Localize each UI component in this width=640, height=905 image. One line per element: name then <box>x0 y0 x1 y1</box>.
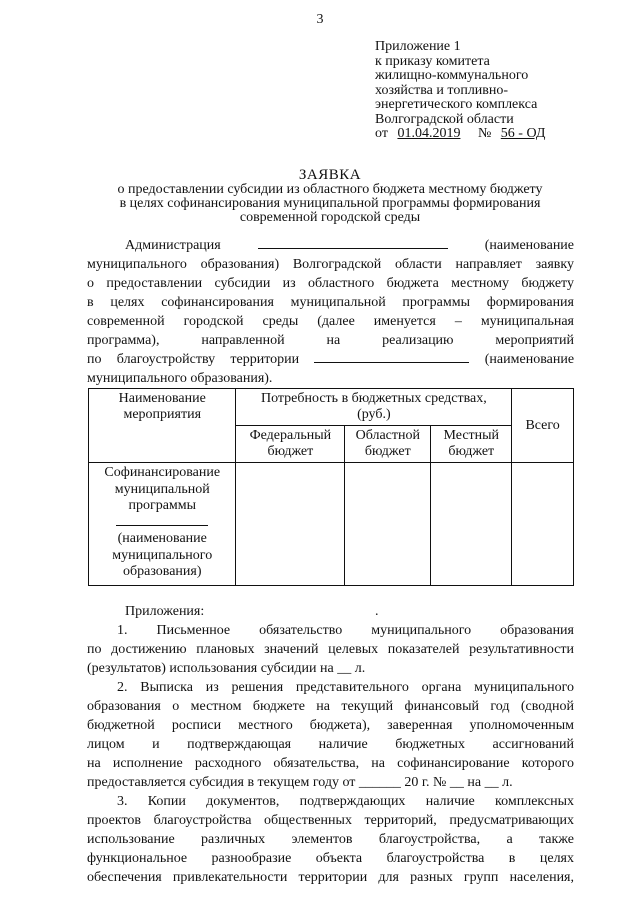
regional-budget-cell <box>345 463 431 586</box>
cell-text: образования) <box>122 564 202 579</box>
paragraph-line: о предоставлении субсидии из областного бюджета местному бюджету <box>87 276 574 291</box>
header-federal-budget <box>236 426 345 463</box>
title-line: современной городской среды <box>239 210 421 225</box>
attachments-label-line <box>87 602 574 621</box>
administration-label: Администрация <box>125 238 221 253</box>
program-name-blank <box>92 515 232 532</box>
attachment-item-2-line: предоставляется субсидия в текущем году от ______ 20 г. № __ на __ л. <box>87 775 513 790</box>
header-text: мероприятия <box>123 407 202 422</box>
header-text: бюджет <box>448 444 495 459</box>
page-number: 3 <box>316 12 324 27</box>
attachment-item-1-line: (результатов) использования субсидии на __ л. <box>87 661 366 676</box>
paragraph-line: в целях софинансирования муниципальной программы формирования <box>87 295 574 310</box>
cell-text: муниципальной <box>114 481 210 497</box>
local-budget-cell <box>431 463 512 586</box>
attachment-item-2: 2. Выписка из решения представительного органа муниципального <box>117 680 574 695</box>
appendix-line: Волгоградской области <box>375 111 514 127</box>
from-label: от <box>375 126 388 141</box>
attachment-item-1-line: по достижению плановых значений целевых показателей результативности <box>87 642 574 657</box>
paragraph-line <box>87 350 574 369</box>
table-header-row <box>89 389 574 426</box>
title-line: в целях софинансирования муниципальной программы формирования <box>119 196 541 211</box>
header-text: Потребность в бюджетных средствах, <box>260 391 487 406</box>
header-regional-budget <box>345 426 431 463</box>
header-local-budget <box>431 426 512 463</box>
attachment-item-2-line: лицом и подтверждающая наличие бюджетных ассигнований <box>87 737 574 752</box>
appendix-line: жилищно-коммунального <box>375 68 529 83</box>
number-sign: № <box>477 126 492 141</box>
attachments-section <box>87 602 574 887</box>
cell-text: муниципального <box>112 547 213 563</box>
appendix-line: энергетического комплекса <box>375 97 538 112</box>
header-budget-need <box>236 389 512 426</box>
total-cell <box>512 463 574 586</box>
header-text: (руб.) <box>357 407 391 422</box>
attachment-item-3-line: функциональное разнообразие объекта благоустройства в целях <box>87 851 574 866</box>
title-line: о предоставлении субсидии из областного бюджета местному бюджету <box>117 182 543 197</box>
cell-text: (наименование <box>117 531 207 546</box>
municipality-blank <box>258 236 448 249</box>
attachment-item-3-line: использование различных элементов благоустройства, а также <box>87 832 574 847</box>
appendix-line: к приказу комитета <box>375 53 490 69</box>
order-date-line <box>375 127 545 142</box>
title-heading: ЗАЯВКА <box>298 167 362 183</box>
paragraph-line: современной городской среды (далее именуется – муниципальная <box>87 314 574 329</box>
appendix-line: Приложение 1 <box>375 39 461 54</box>
funding-table <box>88 388 574 586</box>
paragraph-line <box>87 236 574 255</box>
territory-blank <box>314 350 469 363</box>
cell-text: Софинансирование <box>104 465 221 480</box>
header-total: Всего <box>512 389 574 463</box>
cell-text: программы <box>128 498 197 513</box>
application-paragraph <box>87 236 574 388</box>
header-activity-name <box>89 389 236 463</box>
header-text: Областной <box>355 428 420 443</box>
table-row <box>89 463 574 586</box>
order-number: 56 - ОД <box>500 126 546 141</box>
attachment-item-3-line: проектов благоустройства общественных территорий, предусматривающих <box>87 813 574 828</box>
attachment-item-2-line: бюджетной росписи местного бюджета), заверенная уполномоченным <box>87 718 574 733</box>
header-text: бюджет <box>267 444 314 459</box>
appendix-line: хозяйства и топливно- <box>375 82 509 98</box>
attachment-item-1: 1. Письменное обязательство муниципального образования <box>117 623 574 638</box>
stray-dot: . <box>375 604 379 619</box>
activity-name-cell <box>89 463 236 586</box>
paragraph-line: муниципального образования) Волгоградской области направляет заявку <box>87 257 574 272</box>
document-title <box>70 168 590 225</box>
attachments-label: Приложения: <box>125 604 205 619</box>
header-text: Федеральный <box>249 428 332 443</box>
attachment-item-2-line: образования о местном бюджете на текущий финансовый год (сводной <box>87 699 574 714</box>
federal-budget-cell <box>236 463 345 586</box>
name-hint: (наименование <box>484 238 575 253</box>
order-date: 01.04.2019 <box>397 126 461 141</box>
appendix-header <box>375 40 545 142</box>
paragraph-line: программа), направленной на реализацию мероприятий <box>87 333 574 348</box>
header-text: Наименование <box>118 391 206 406</box>
name-hint: (наименование <box>484 352 575 367</box>
attachment-item-2-line: на исполнение расходного обязательства, на софинансирование которого <box>87 756 574 771</box>
header-text: Местный <box>443 428 500 443</box>
attachment-item-3-line: обеспечения привлекательности территории для разных групп населения, <box>87 870 574 885</box>
paragraph-line: муниципального образования). <box>87 371 273 386</box>
attachment-item-3: 3. Копии документов, подтверждающих наличие комплексных <box>117 794 574 809</box>
header-text: бюджет <box>364 444 411 459</box>
territory-label: по благоустройству территории <box>87 352 300 367</box>
